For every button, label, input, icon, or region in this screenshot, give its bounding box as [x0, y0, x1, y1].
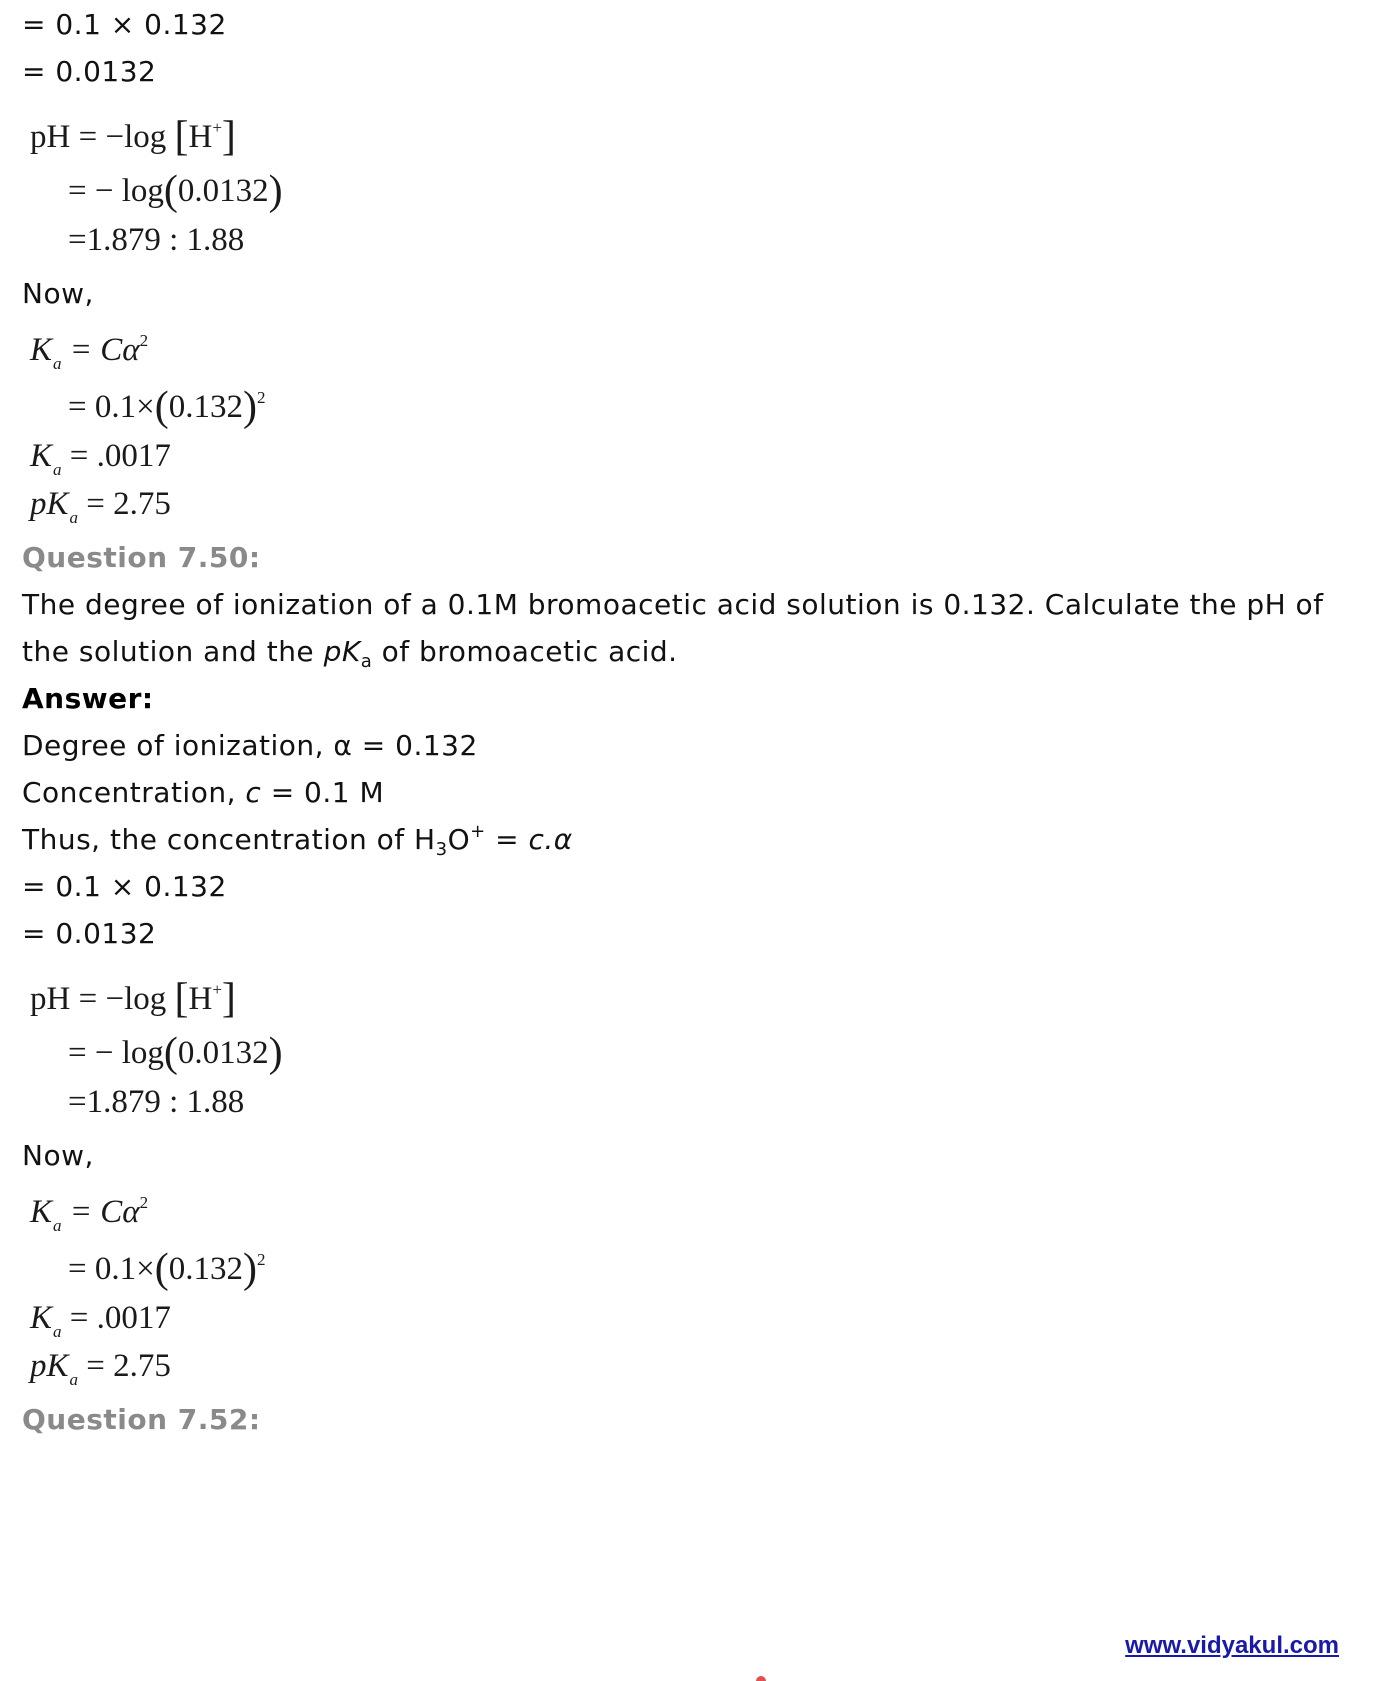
paren-open: (	[154, 384, 169, 430]
ion-charge: +	[470, 821, 486, 842]
ka-subscript: a	[53, 1216, 62, 1235]
ka-rhs	[70, 332, 140, 368]
bracket-open: [	[174, 976, 189, 1022]
ph-equation-2	[68, 168, 283, 214]
ph-label: pH	[30, 119, 71, 155]
question-text-2	[22, 635, 678, 673]
alpha-value: 0.132	[168, 1251, 243, 1287]
answer-ph-equation-2	[68, 1030, 283, 1076]
ph-label: pH	[30, 981, 71, 1017]
ka-value: = .0017	[69, 1300, 171, 1336]
ka-rhs-text: = Cα	[69, 1194, 140, 1230]
oxygen-symbol: O	[447, 823, 471, 856]
ka-equation-2	[68, 384, 265, 432]
answer-pka-equation	[30, 1346, 171, 1391]
neg-log: = − log	[68, 1035, 164, 1071]
ka-symbol: K	[30, 1300, 53, 1336]
ka-rhs	[70, 1194, 140, 1230]
h3-subscript: 3	[435, 839, 448, 860]
question-text-2b: of bromoacetic acid.	[372, 635, 678, 668]
square-sup: 2	[256, 388, 266, 407]
pk-subscript: a	[360, 651, 373, 672]
answer-ka-equation-2	[68, 1246, 265, 1294]
now-label: Now,	[22, 277, 94, 310]
bracket-close: ]	[221, 114, 236, 160]
charge-sup: +	[212, 980, 222, 999]
answer-calc-1: = 0.1 × 0.132	[22, 870, 227, 903]
concentration-line	[22, 776, 384, 810]
paren-close: )	[242, 1246, 257, 1292]
equals: =	[485, 823, 529, 856]
paren-close: )	[268, 168, 283, 214]
paren-close: )	[242, 384, 257, 430]
log-argument: 0.0132	[177, 173, 269, 209]
thus-text: Thus, the concentration of H	[22, 823, 436, 856]
bracket-open: [	[174, 114, 189, 160]
square-sup: 2	[256, 1250, 266, 1269]
question-text-1: The degree of ionization of a 0.1M bromoacetic acid solution is 0.132. Calculate the pH of	[22, 588, 1324, 621]
next-question-heading: Question 7.52:	[22, 1403, 261, 1436]
ph-equation-3: =1.879 : 1.88	[68, 222, 245, 258]
log-argument: 0.0132	[177, 1035, 269, 1071]
ka-subscript: a	[53, 354, 62, 373]
paren-open: (	[154, 1246, 169, 1292]
answer-ph-equation-1	[30, 976, 236, 1024]
degree-line: Degree of ionization, α = 0.132	[22, 729, 478, 762]
thus-line	[22, 823, 573, 861]
calc-line-2: = 0.0132	[22, 55, 157, 88]
paren-open: (	[163, 1030, 178, 1076]
ka-sup: 2	[139, 1193, 149, 1212]
paren-open: (	[163, 168, 178, 214]
ph-equation-1	[30, 114, 236, 162]
pka-equation	[30, 484, 171, 529]
ka-product: = 0.1×	[68, 1251, 155, 1287]
question-heading: Question 7.50:	[22, 541, 261, 574]
answer-now-label: Now,	[22, 1139, 94, 1172]
answer-heading: Answer:	[22, 682, 154, 715]
ka-rhs-text: = Cα	[69, 332, 140, 368]
c-alpha: c.α	[528, 823, 573, 856]
pka-subscript: a	[69, 508, 79, 527]
ph-log: = −log	[78, 981, 167, 1017]
ka-subscript: a	[53, 460, 62, 479]
ph-log: = −log	[78, 119, 167, 155]
pka-subscript: a	[69, 1370, 79, 1389]
ka-symbol: K	[30, 1194, 53, 1230]
ka-symbol: K	[30, 438, 53, 474]
neg-log: = − log	[68, 173, 164, 209]
answer-ph-equation-3: =1.879 : 1.88	[68, 1084, 245, 1120]
ka-symbol: K	[30, 332, 53, 368]
ka-equation-1	[30, 330, 148, 375]
ka-subscript: a	[53, 1322, 62, 1341]
question-text-2a: the solution and the	[22, 635, 324, 668]
pka-symbol: pK	[30, 1348, 69, 1384]
answer-ka-equation-1	[30, 1192, 148, 1237]
conc-label: Concentration,	[22, 776, 246, 809]
ka-sup: 2	[139, 331, 149, 350]
conc-value: = 0.1 M	[261, 776, 385, 809]
hydrogen-symbol: H	[188, 981, 213, 1017]
charge-sup: +	[212, 118, 222, 137]
bracket-close: ]	[221, 976, 236, 1022]
vidyakul-link[interactable]: www.vidyakul.com	[1125, 1632, 1339, 1659]
alpha-value: 0.132	[168, 389, 243, 425]
pka-value: = 2.75	[86, 1348, 171, 1384]
answer-calc-2: = 0.0132	[22, 917, 157, 950]
ka-value: = .0017	[69, 438, 171, 474]
calc-line-1: = 0.1 × 0.132	[22, 8, 227, 41]
ka-product: = 0.1×	[68, 389, 155, 425]
pk-symbol: pK	[323, 635, 361, 668]
conc-symbol: c	[245, 776, 262, 809]
hydrogen-symbol: H	[188, 119, 213, 155]
pka-symbol: pK	[30, 486, 69, 522]
paren-close: )	[268, 1030, 283, 1076]
ka-equation-3	[30, 436, 171, 481]
pka-value: = 2.75	[86, 486, 171, 522]
answer-ka-equation-3	[30, 1298, 171, 1343]
page-marker-icon	[756, 1676, 766, 1681]
